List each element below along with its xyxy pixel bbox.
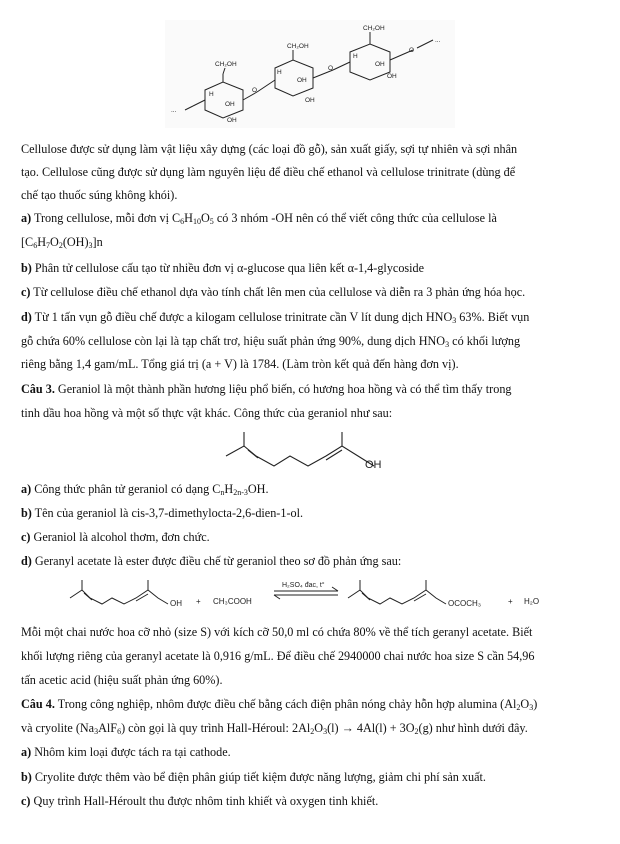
q4-statement-b: b) Cryolite được thêm vào bể điện phân giúp tiết kiệm được năng lượng, giảm chi phí sản xuất. — [21, 770, 486, 784]
h-label: H — [353, 53, 358, 60]
q3-problem-line-2: khối lượng riêng của geranyl acetate là 0,916 g/mL. Để điều chế 2940000 chai nước hoa size S cần 54,96 — [21, 649, 535, 663]
question-3-intro: Câu 3. Geraniol là một thành phần hương liệu phổ biến, có hương hoa hồng và có thể tìm thấy trong — [21, 382, 512, 396]
question-4-intro: Câu 4. Trong công nghiệp, nhôm được điều chế bằng cách điện phân nóng chảy hỗn hợp alumina $(Al_2O_3)$ — [21, 697, 538, 712]
statement-a-formula: $[C_6H_7O_2(OH)_3]n$ — [21, 235, 103, 250]
h-label: H — [209, 91, 214, 98]
q3-statement-d: d) Geranyl acetate là ester được điều chế từ geraniol theo sơ đồ phản ứng sau: — [21, 554, 402, 568]
intro-line-1: Cellulose được sử dụng làm vật liệu xây dựng (các loại đồ gỗ), sản xuất giấy, sợi tự nhiên và sợi nhân — [21, 142, 518, 156]
dots-label: ... — [171, 107, 177, 114]
q3-problem-line-3: tấn acetic acid (hiệu suất phản ứng 60%). — [21, 673, 223, 687]
h-label: H — [277, 69, 282, 76]
intro-line-2: tạo. Cellulose cũng được sử dụng làm nguyên liệu để điều chế ethanol và cellulose trinitrate (dùng để — [21, 165, 516, 179]
q4-statement-a: a) Nhôm kim loại được tách ra tại cathode. — [21, 745, 231, 759]
q4-statement-c: c) Quy trình Hall-Héroult thu được nhôm tinh khiết và oxygen tinh khiết. — [21, 794, 379, 808]
q3-statement-c: c) Geraniol là alcohol thơm, đơn chức. — [21, 530, 210, 544]
oh-label: OH — [387, 73, 397, 80]
q3-statement-b: b) Tên của geraniol là cis-3,7-dimethylocta-2,6-dien-1-ol. — [21, 506, 304, 520]
statement-a: a) Trong cellulose, mỗi đơn vị $C_6H_{10}O_5$ có 3 nhóm -OH nên có thể viết công thức của cellulose là — [21, 211, 497, 226]
esterification-reaction-scheme — [68, 576, 558, 612]
o-label: O — [328, 65, 334, 72]
statement-c: c) Từ cellulose điều chế ethanol dựa vào tính chất lên men của cellulose và diễn ra 3 phản ứng hóa học. — [21, 285, 526, 299]
water-label: H₂O — [524, 597, 540, 606]
question-3-intro-line-2: tinh dầu hoa hồng và một số thực vật khác. Công thức của geraniol như sau: — [21, 406, 393, 420]
oh-label: OH — [227, 117, 237, 124]
statement-d: d) Từ 1 tấn vụn gỗ điều chế được a kilogam cellulose trinitrate cần V lít dung dịch $HNO_3$ 63%. Biết vụn — [21, 310, 530, 325]
plus-sign: + — [196, 597, 201, 606]
oh-label: OH — [225, 101, 235, 108]
q3-statement-a: a) Công thức phân tử geraniol có dạng $C_nH_{2n-3}OH$. — [21, 482, 269, 497]
q3-problem-line-1: Mỗi một chai nước hoa cỡ nhỏ (size S) với kích cỡ 50,0 ml có chứa 80% về thể tích geranyl acetate. Biết — [21, 625, 533, 639]
statement-d-line-3: riêng bằng 1,4 gam/mL. Tổng giá trị (a + V) là 1784. (Làm tròn kết quả đến hàng đơn vị). — [21, 357, 459, 371]
ch2oh-label: CH₂OH — [215, 61, 237, 68]
plus-sign: + — [508, 597, 513, 606]
cellulose-structure-figure — [165, 20, 455, 128]
ch2oh-label: CH₂OH — [287, 43, 309, 50]
o-label: O — [252, 87, 258, 94]
ch2oh-label: CH₂OH — [363, 25, 385, 32]
ester-group-label: OCOCH₃ — [448, 599, 482, 608]
geraniol-structure — [222, 428, 402, 472]
acetic-acid-label: CH₃COOH — [213, 597, 252, 606]
question-4-intro-line-2: và cryolite $(Na_3AlF_6)$ còn gọi là quy trình Hall-Héroul: $2Al_2O_3(l) \to 4Al(l) + 3O_2(g)$ như hình dưới đây. — [21, 721, 528, 736]
oh-label: OH — [375, 61, 385, 68]
oh-label: OH — [297, 77, 307, 84]
statement-d-line-2: gỗ chứa 60% cellulose còn lại là tạp chất trơ, hiệu suất phản ứng 90%, dung dịch $HNO_3$ có khối lượng — [21, 334, 521, 349]
o-label: O — [409, 47, 415, 54]
reaction-condition-label: H₂SO₄ đac, t° — [282, 582, 325, 589]
oh-label: OH — [170, 599, 182, 608]
dots-label: ... — [435, 37, 441, 44]
oh-label: OH — [365, 459, 382, 471]
statement-b: b) Phân tử cellulose cấu tạo từ nhiều đơn vị α-glucose qua liên kết α-1,4-glycoside — [21, 261, 425, 275]
oh-label: OH — [305, 97, 315, 104]
intro-line-3: chế tạo thuốc súng không khói). — [21, 188, 178, 202]
